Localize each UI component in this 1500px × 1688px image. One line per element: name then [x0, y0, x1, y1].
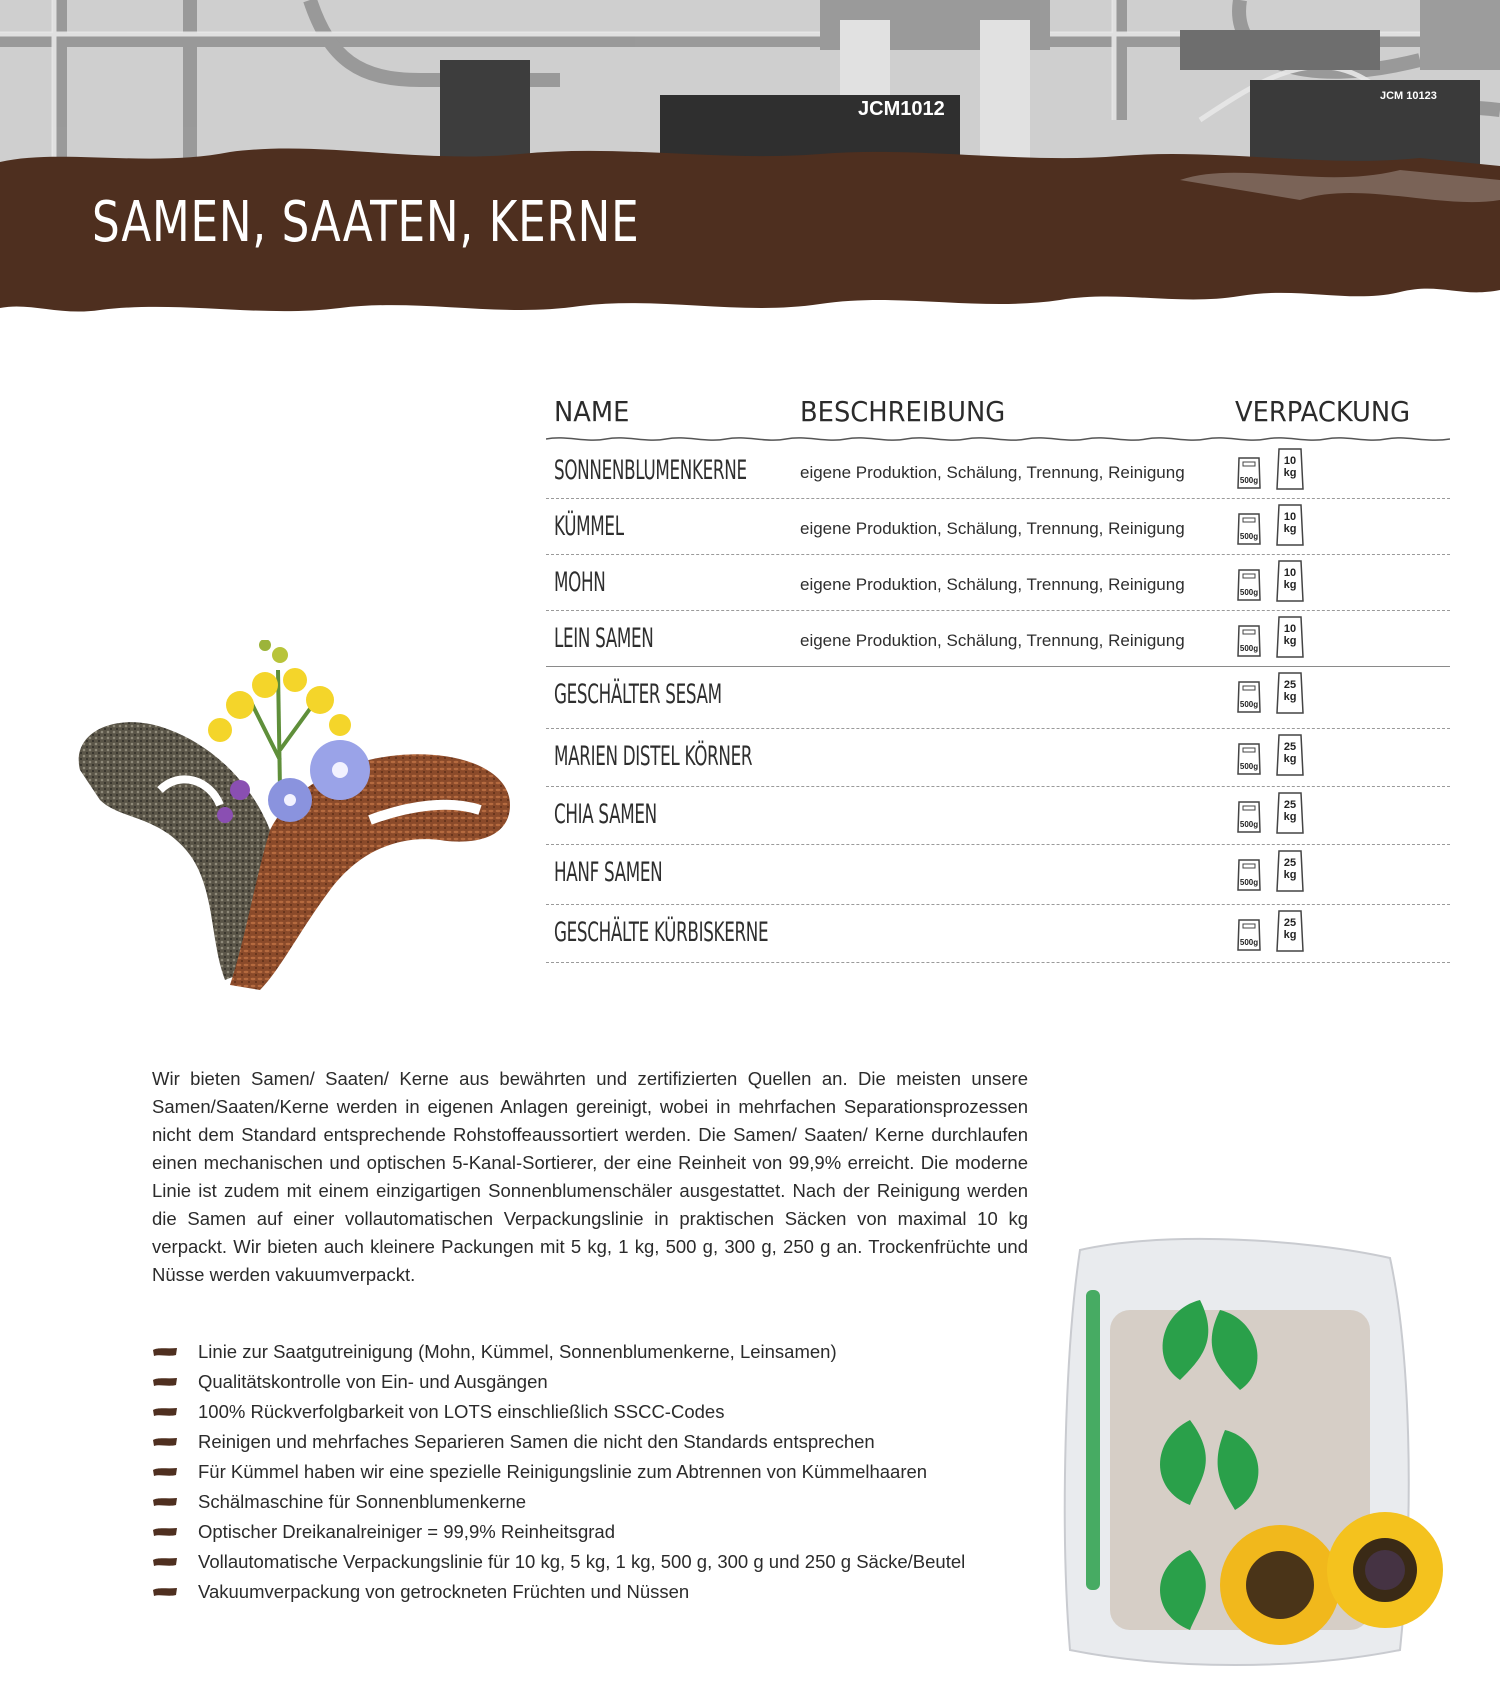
list-item: [152, 1547, 1052, 1577]
brush-bullet-icon: [152, 1407, 178, 1417]
list-item-text: Qualitätskontrolle von Ein- und Ausgängen: [198, 1371, 548, 1392]
list-item: [152, 1397, 1052, 1427]
small-pack-label: 500g: [1239, 700, 1259, 709]
brush-bullet-icon: [152, 1587, 178, 1597]
brush-bullet-icon: [152, 1557, 178, 1567]
product-name: GESCHÄLTER SESAM: [554, 679, 722, 710]
package-bulk-icon: [1275, 614, 1305, 660]
list-item: [152, 1457, 1052, 1487]
list-item-text: Schälmaschine für Sonnenblumenkerne: [198, 1491, 527, 1512]
package-500g-icon: [1236, 679, 1262, 715]
bulk-pack-value: 25: [1283, 917, 1297, 929]
bulk-pack-value: 25: [1283, 857, 1297, 869]
brush-bullet-icon: [152, 1347, 178, 1357]
bulk-pack-unit: kg: [1283, 811, 1297, 823]
list-item-text: Für Kümmel haben wir eine spezielle Reinigungslinie zum Abtrennen von Kümmelhaaren: [198, 1461, 928, 1482]
bulk-pack-label: [1275, 567, 1305, 591]
small-pack-label: 500g: [1239, 644, 1259, 653]
small-pack-label: 500g: [1239, 762, 1259, 771]
small-pack-label: 500g: [1239, 476, 1259, 485]
bulk-pack-value: 25: [1283, 741, 1297, 753]
package-bulk-icon: [1275, 558, 1305, 604]
header-packaging: VERPACKUNG: [1235, 395, 1411, 428]
product-table: [546, 395, 1450, 948]
bulk-pack-value: 10: [1283, 511, 1297, 523]
intro-paragraph: Wir bieten Samen/ Saaten/ Kerne aus bewährten und zertifizierten Quellen an. Die meisten unsere Samen/Saaten/Kerne werden in eigenen Anlagen gereinigt, wobei in mehrfachen Separationsprozessen nicht dem Standard entsprechende Rohstoffeaussortiert werden. Die Samen/ Saaten/ Kerne durchlaufen einen mechanischen und optischen 5-Kanal-Sortierer, der eine Reinheit von 99,9% erreicht. Die moderne Linie ist zudem mit einem einzigartigen Sonnenblumenschäler ausgestattet. Nach der Reinigung werden die Samen auf einer vollautomatischen Verpackungslinie in praktischen Säcken von maximal 10 kg verpackt. Wir bieten auch kleinere Packungen mit 5 kg, 1 kg, 500 g, 300 g, 250 g an. Trockenfrüchte und Nüsse werden vakuumverpackt.: [152, 1068, 1028, 1285]
table-row: [546, 787, 1450, 845]
bulk-pack-value: 25: [1283, 799, 1297, 811]
package-500g-icon: [1236, 455, 1262, 491]
small-pack-label: 500g: [1239, 532, 1259, 541]
machine-label-3: JCM 10123: [1380, 90, 1437, 102]
product-name: LEIN SAMEN: [554, 623, 654, 654]
package-500g-icon: [1236, 741, 1262, 777]
list-item-text: Reinigen und mehrfaches Separieren Samen die nicht den Standards entsprechen: [198, 1431, 875, 1452]
product-description: eigene Produktion, Schälung, Trennung, Reinigung: [800, 463, 1185, 482]
table-row: [546, 443, 1450, 499]
list-item-text: Vakuumverpackung von getrockneten Früchten und Nüssen: [198, 1581, 690, 1602]
list-item: [152, 1577, 1052, 1607]
bulk-pack-unit: kg: [1283, 635, 1297, 647]
package-bulk-icon: [1275, 670, 1305, 716]
seed-bag-sunflowers-photo: [1050, 1230, 1450, 1680]
table-header: [546, 395, 1450, 435]
package-bulk-icon: [1275, 502, 1305, 548]
package-500g-icon: [1236, 917, 1262, 953]
product-description: eigene Produktion, Schälung, Trennung, Reinigung: [800, 575, 1185, 594]
table-row: [546, 845, 1450, 905]
header-divider: [546, 435, 1450, 443]
package-bulk-icon: [1275, 848, 1305, 894]
product-name: MOHN: [554, 567, 606, 598]
bulk-pack-label: [1275, 679, 1305, 703]
bulk-pack-value: 10: [1283, 567, 1297, 579]
product-name: SONNENBLUMENKERNE: [554, 455, 747, 486]
package-500g-icon: [1236, 511, 1262, 547]
table-row: [546, 729, 1450, 787]
bulk-pack-label: [1275, 623, 1305, 647]
product-description: eigene Produktion, Schälung, Trennung, Reinigung: [800, 519, 1185, 538]
product-name: MARIEN DISTEL KÖRNER: [554, 741, 753, 772]
package-500g-icon: [1236, 799, 1262, 835]
brush-bullet-icon: [152, 1527, 178, 1537]
list-item: [152, 1487, 1052, 1517]
bulk-pack-label: [1275, 857, 1305, 881]
package-500g-icon: [1236, 857, 1262, 893]
list-item-text: Vollautomatische Verpackungslinie für 10 kg, 5 kg, 1 kg, 500 g, 300 g und 250 g Säcke/Beutel: [198, 1551, 966, 1572]
bulk-pack-unit: kg: [1283, 523, 1297, 535]
package-500g-icon: [1236, 567, 1262, 603]
bulk-pack-value: 10: [1283, 455, 1297, 467]
package-bulk-icon: [1275, 908, 1305, 954]
seeds-flower-illustration: [40, 640, 520, 1000]
product-name: CHIA SAMEN: [554, 799, 657, 830]
bulk-pack-unit: kg: [1283, 467, 1297, 479]
small-pack-label: 500g: [1239, 588, 1259, 597]
small-pack-label: 500g: [1239, 820, 1259, 829]
table-row: [546, 905, 1450, 963]
bulk-pack-label: [1275, 741, 1305, 765]
list-item-text: Linie zur Saatgutreinigung (Mohn, Kümmel, Sonnenblumenkerne, Leinsamen): [198, 1341, 837, 1362]
bulk-pack-label: [1275, 455, 1305, 479]
list-item: [152, 1367, 1052, 1397]
table-row: [546, 667, 1450, 729]
machine-label-1: JCM1012: [858, 98, 945, 120]
brush-bullet-icon: [152, 1467, 178, 1477]
list-item-text: Optischer Dreikanalreiniger = 99,9% Reinheitsgrad: [198, 1521, 615, 1542]
bulk-pack-label: [1275, 799, 1305, 823]
brush-bullet-icon: [152, 1437, 178, 1447]
product-name: KÜMMEL: [554, 511, 624, 542]
bulk-pack-unit: kg: [1283, 929, 1297, 941]
small-pack-label: 500g: [1239, 938, 1259, 947]
list-item: [152, 1517, 1052, 1547]
bulk-pack-value: 25: [1283, 679, 1297, 691]
bulk-pack-unit: kg: [1283, 579, 1297, 591]
table-row: [546, 611, 1450, 667]
page-title: SAMEN, SAATEN, KERNE: [92, 190, 640, 255]
table-row: [546, 499, 1450, 555]
package-bulk-icon: [1275, 790, 1305, 836]
header-name: NAME: [554, 395, 630, 428]
bulk-pack-label: [1275, 917, 1305, 941]
product-name: HANF SAMEN: [554, 857, 663, 888]
product-description: eigene Produktion, Schälung, Trennung, Reinigung: [800, 631, 1185, 650]
small-pack-label: 500g: [1239, 878, 1259, 887]
bulk-pack-unit: kg: [1283, 869, 1297, 881]
list-item-text: 100% Rückverfolgbarkeit von LOTS einschließlich SSCC-Codes: [198, 1401, 725, 1422]
package-500g-icon: [1236, 623, 1262, 659]
product-name: GESCHÄLTE KÜRBISKERNE: [554, 917, 769, 948]
feature-list: [152, 1337, 1052, 1607]
bulk-pack-label: [1275, 511, 1305, 535]
list-item: [152, 1337, 1052, 1367]
header-description: BESCHREIBUNG: [800, 395, 1006, 428]
bulk-pack-unit: kg: [1283, 753, 1297, 765]
package-bulk-icon: [1275, 732, 1305, 778]
list-item: [152, 1427, 1052, 1457]
brush-bullet-icon: [152, 1377, 178, 1387]
package-bulk-icon: [1275, 446, 1305, 492]
brush-bullet-icon: [152, 1497, 178, 1507]
bulk-pack-value: 10: [1283, 623, 1297, 635]
table-row: [546, 555, 1450, 611]
bulk-pack-unit: kg: [1283, 691, 1297, 703]
